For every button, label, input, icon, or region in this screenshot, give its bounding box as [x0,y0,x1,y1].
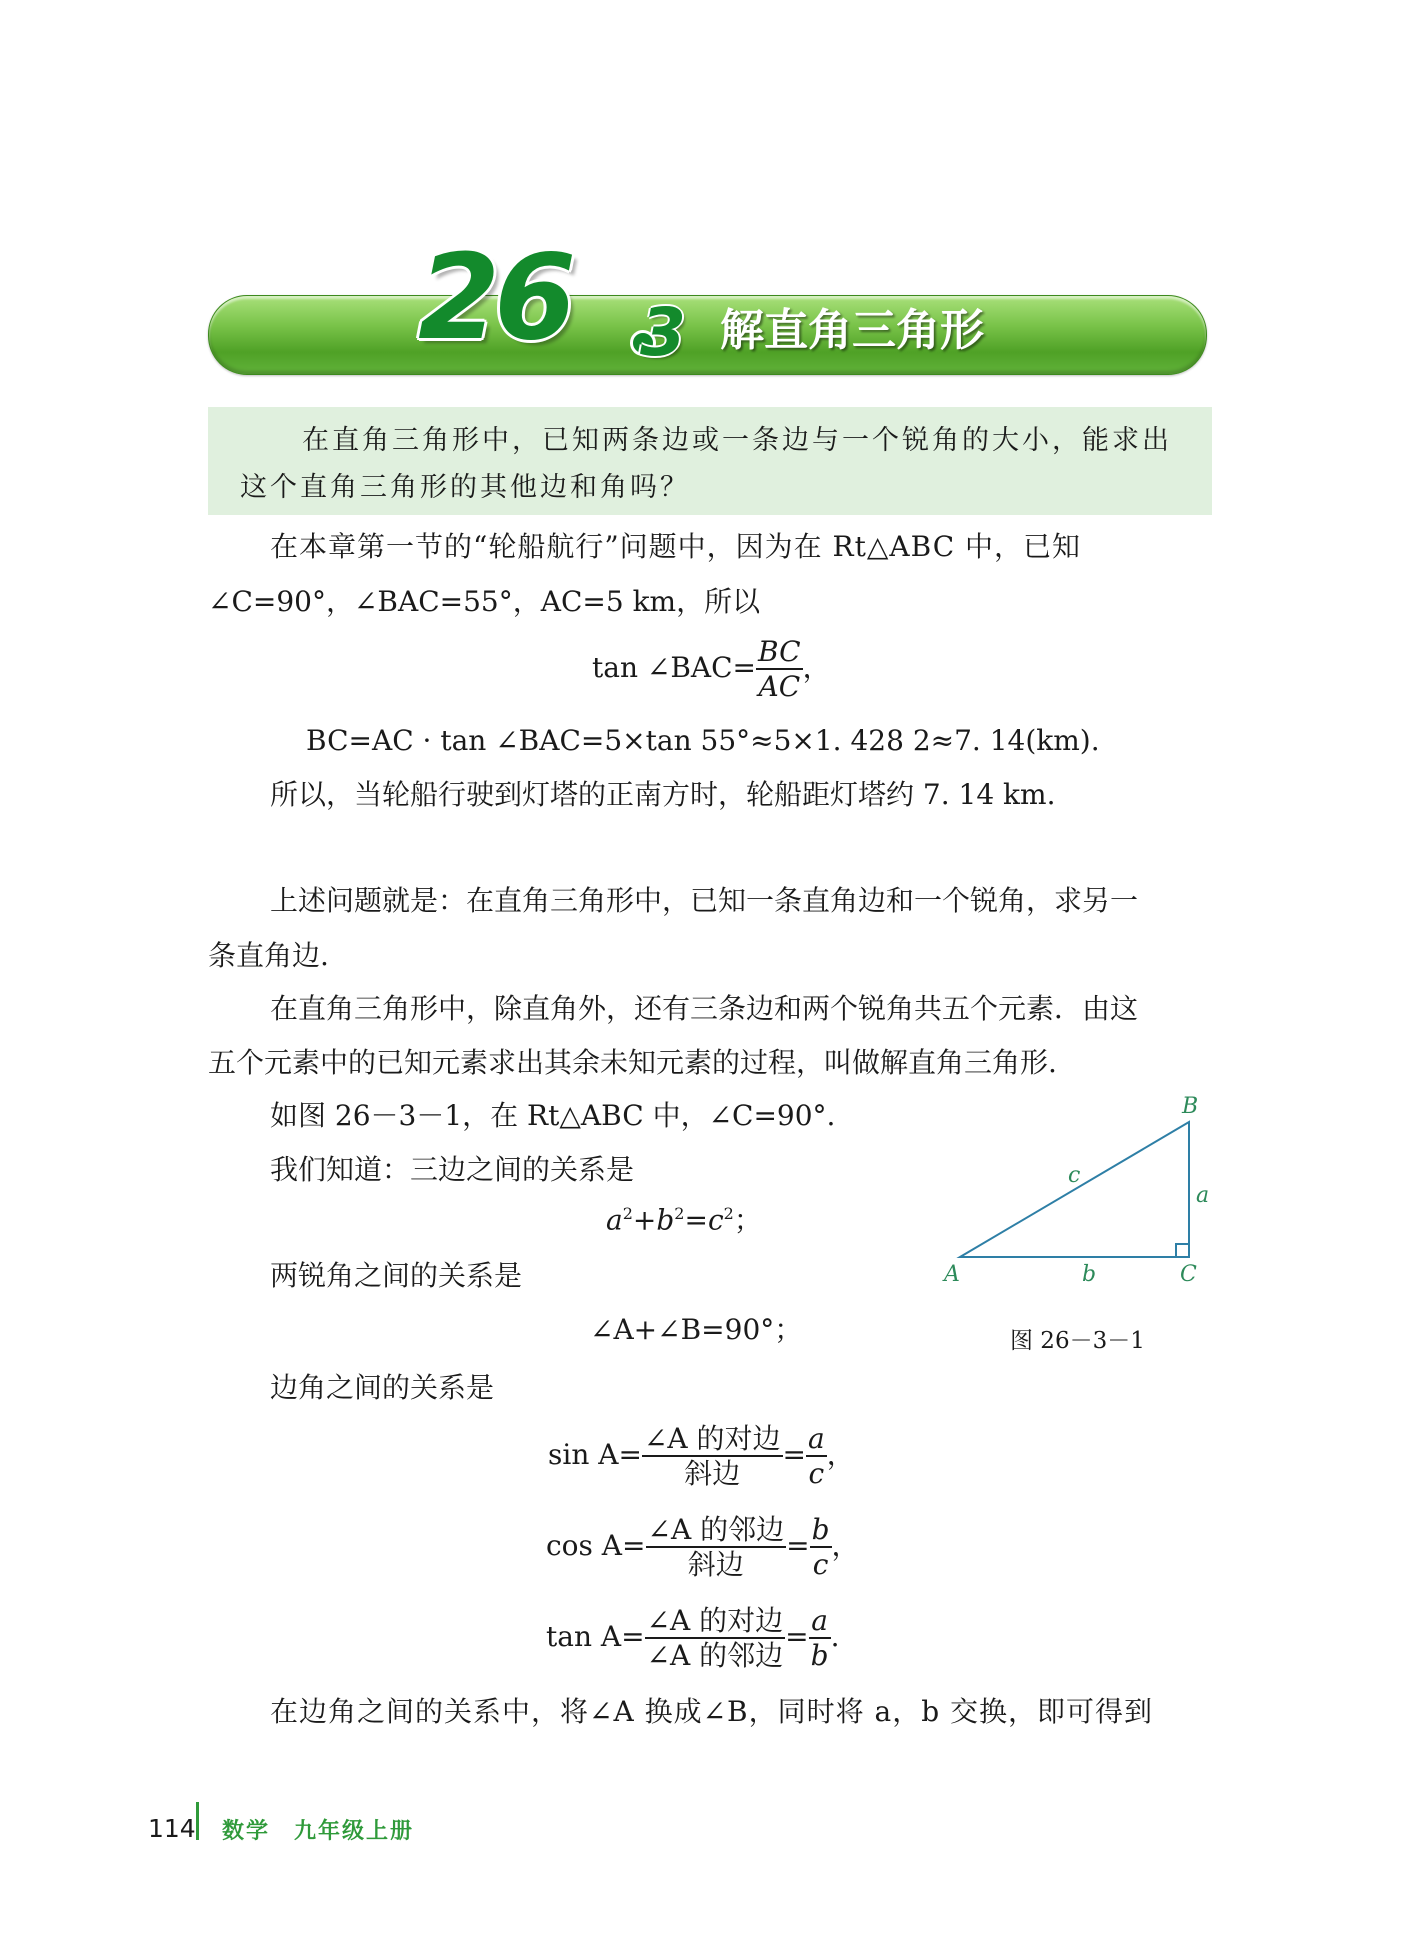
ratio-fraction [642,1422,783,1490]
formula-tan [546,1604,840,1672]
side-label-c: c [1068,1163,1081,1188]
ratio-numerator: ∠A 的对边 [646,1604,784,1637]
ratio-symbol-numerator: a [808,1422,825,1455]
ratio-numerator: ∠A 的对边 [643,1422,781,1455]
question-box [208,407,1212,515]
vertex-label-a: A [944,1262,960,1287]
intro-line-2: ∠C=90°，∠BAC=55°，AC=5 km，所以 [208,585,761,618]
formula-tan-tail: ， [802,651,831,684]
ratio-tail: ， [826,1438,855,1471]
ratio-equals: = [785,1620,809,1653]
ratio-symbol-fraction [806,1422,827,1490]
section-title: 解直角三角形 [720,305,984,356]
section-banner [208,295,1207,375]
ratio-symbol-numerator: b [811,1513,830,1546]
ratio-symbol-denominator: c [812,1548,829,1581]
ratio-symbol-denominator: c [808,1457,825,1490]
definition-line-1: 在直角三角形中，除直角外，还有三条边和两个锐角共五个元素．由这 [270,992,1139,1025]
book-title: 数学 九年级上册 [222,1819,415,1844]
vertex-label-b: B [1182,1094,1199,1119]
fraction-numerator: BC [758,635,801,668]
intro-line-1: 在本章第一节的“轮船航行”问题中，因为在 Rt△ABC 中，已知 [270,530,1082,563]
ratio-numerator: ∠A 的邻边 [647,1513,785,1546]
exp-a: 2 [622,1204,633,1223]
definition-line-2: 五个元素中的已知元素求出其余未知元素的过程，叫做解直角三角形. [208,1046,1057,1079]
formula-tan-left: tan ∠BAC= [592,651,757,684]
page-number: 114 [148,1814,196,1843]
angles-intro: 两锐角之间的关系是 [270,1259,523,1292]
formula-cos [546,1513,860,1581]
ratio-denominator: 斜边 [687,1548,744,1581]
ratio-fraction [646,1513,787,1581]
ratio-denominator: 斜边 [684,1457,741,1490]
fraction-denominator: AC [758,670,801,703]
ratio-fraction [645,1604,786,1672]
conclusion: 所以，当轮船行驶到灯塔的正南方时，轮船距灯塔约 7. 14 km. [270,778,1056,811]
exp-b: 2 [674,1204,685,1223]
ratio-symbol-numerator: a [811,1604,828,1637]
exp-c: 2 [723,1204,734,1223]
side-label-b: b [1082,1262,1097,1287]
sides-intro: 我们知道：三边之间的关系是 [270,1153,635,1186]
plus-sign: + [632,1203,657,1237]
footer-divider [196,1802,199,1840]
summary-line-2: 条直角边. [208,939,329,972]
figure-caption: 图 26－3－1 [1010,1328,1145,1354]
ratio-symbol-fraction [809,1604,831,1672]
formula-pythagoras [606,1203,762,1237]
right-triangle-figure [930,1085,1220,1345]
formula-tail: ； [733,1203,762,1237]
last-line: 在边角之间的关系中，将∠A 换成∠B，同时将 a，b 交换，即可得到 [270,1695,1154,1728]
question-line-1: 在直角三角形中，已知两条边或一条边与一个锐角的大小，能求出 [302,425,1172,456]
ratio-equals: = [782,1438,807,1471]
question-line-2: 这个直角三角形的其他边和角吗？ [240,472,690,503]
vertex-label-c: C [1180,1262,1197,1287]
var-b: b [656,1203,675,1237]
ratio-fn: cos A= [546,1529,646,1562]
section-number: 26 [418,228,571,366]
section-sub-number: 3 [640,294,686,371]
var-a: a [606,1203,623,1237]
formula-angles: ∠A+∠B=90°； [590,1313,803,1346]
var-c: c [707,1203,724,1237]
ratio-fn: sin A= [548,1438,642,1471]
ratio-tail: ， [831,1529,860,1562]
ratio-symbol-fraction [810,1513,832,1581]
ratio-symbol-denominator: b [810,1639,829,1672]
formula-tan-bac [592,635,831,703]
formula-bc: BC=AC · tan ∠BAC=5×tan 55°≈5×1. 428 2≈7. 14(km). [306,724,1100,757]
side-label-a: a [1196,1183,1210,1208]
ratio-fn: tan A= [546,1620,645,1653]
triangle-outline [960,1122,1189,1257]
right-angle-mark [1176,1244,1189,1257]
ratio-equals: = [786,1529,810,1562]
equals-sign: = [684,1203,708,1237]
ratio-tail: . [830,1620,840,1653]
edge-angle-intro: 边角之间的关系是 [270,1371,495,1404]
fraction-bc-ac [756,635,803,703]
summary-line-1: 上述问题就是：在直角三角形中，已知一条直角边和一个锐角，求另一 [270,884,1139,917]
ratio-denominator: ∠A 的邻边 [646,1639,784,1672]
formula-sin [548,1422,855,1490]
figure-intro: 如图 26－3－1，在 Rt△ABC 中，∠C=90°. [270,1099,836,1132]
